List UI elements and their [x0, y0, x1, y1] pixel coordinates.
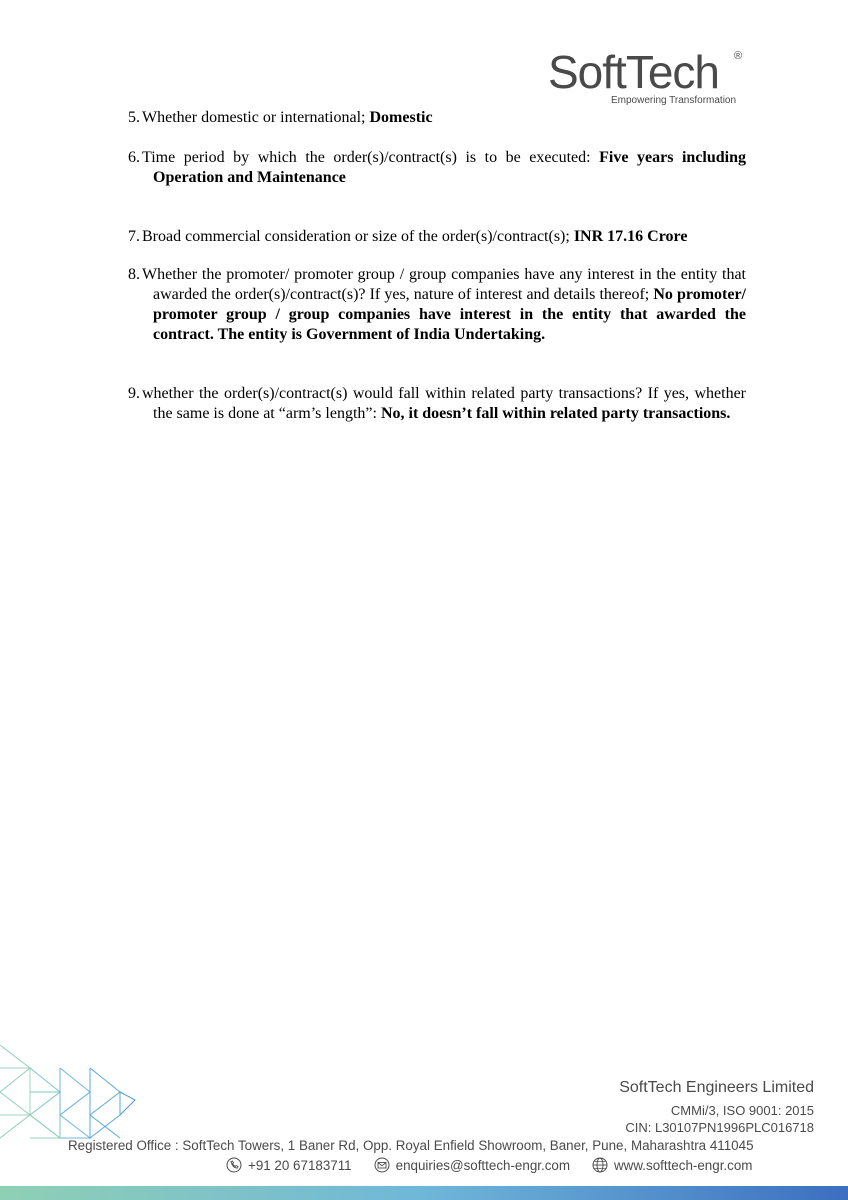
item-answer: Five years including Operation and Maintenance [153, 149, 747, 186]
logo-registered-mark: ® [734, 50, 743, 62]
list-item [128, 384, 746, 424]
footer-contacts [226, 1157, 774, 1173]
item-number: 9. [128, 385, 140, 402]
item-number: 6. [128, 149, 140, 166]
item-text: Whether the promoter/ promoter group / group companies have any interest in the entity that awarded the order(s)/contract(s)? If yes, nature of interest and details thereof; [142, 266, 746, 303]
item-text: Time period by which the order(s)/contract(s) is to be executed: [142, 149, 600, 166]
list-item [128, 227, 746, 247]
item-answer: No promoter/ promoter group / group companies have interest in the entity that awarded the contract. The entity is Government of India Undertaking. [153, 286, 747, 343]
footer-website[interactable]: www.softtech-engr.com [614, 1157, 753, 1173]
footer-gradient-bar [0, 1186, 848, 1200]
item-number: 8. [128, 266, 140, 283]
list-item [128, 265, 746, 345]
footer-certifications: CMMi/3, ISO 9001: 2015 [670, 1103, 814, 1118]
item-text: Broad commercial consideration or size of the order(s)/contract(s); [142, 228, 574, 245]
list-item [128, 148, 746, 188]
item-number: 5. [128, 109, 140, 126]
item-text: Whether domestic or international; [142, 109, 370, 126]
item-number: 7. [128, 228, 140, 245]
item-answer: Domestic [369, 109, 433, 126]
globe-icon [592, 1157, 608, 1173]
item-answer: INR 17.16 Crore [573, 228, 688, 245]
email-icon [374, 1157, 390, 1173]
company-logo [548, 46, 748, 112]
list-item [128, 108, 746, 128]
footer-email[interactable]: enquiries@softtech-engr.com [395, 1157, 571, 1173]
footer-phone[interactable]: +91 20 67183711 [248, 1157, 352, 1173]
footer-cin: CIN: L30107PN1996PLC016718 [625, 1120, 814, 1135]
logo-wordmark: SoftTech [548, 46, 719, 98]
item-text: whether the order(s)/contract(s) would fall within related party transactions? If yes, whether the same is done at “arm’s length”: [142, 385, 746, 422]
footer-company-name: SoftTech Engineers Limited [619, 1079, 814, 1096]
phone-icon [226, 1157, 242, 1173]
footer-address: Registered Office : SoftTech Towers, 1 Baner Rd, Opp. Royal Enfield Showroom, Baner, Pune, Maharashtra 411045 [68, 1138, 754, 1153]
triangle-pattern-decoration [0, 1040, 140, 1150]
item-answer: No, it doesn’t fall within related party transactions. [380, 405, 731, 422]
logo-tagline: Empowering Transformation [611, 95, 737, 106]
